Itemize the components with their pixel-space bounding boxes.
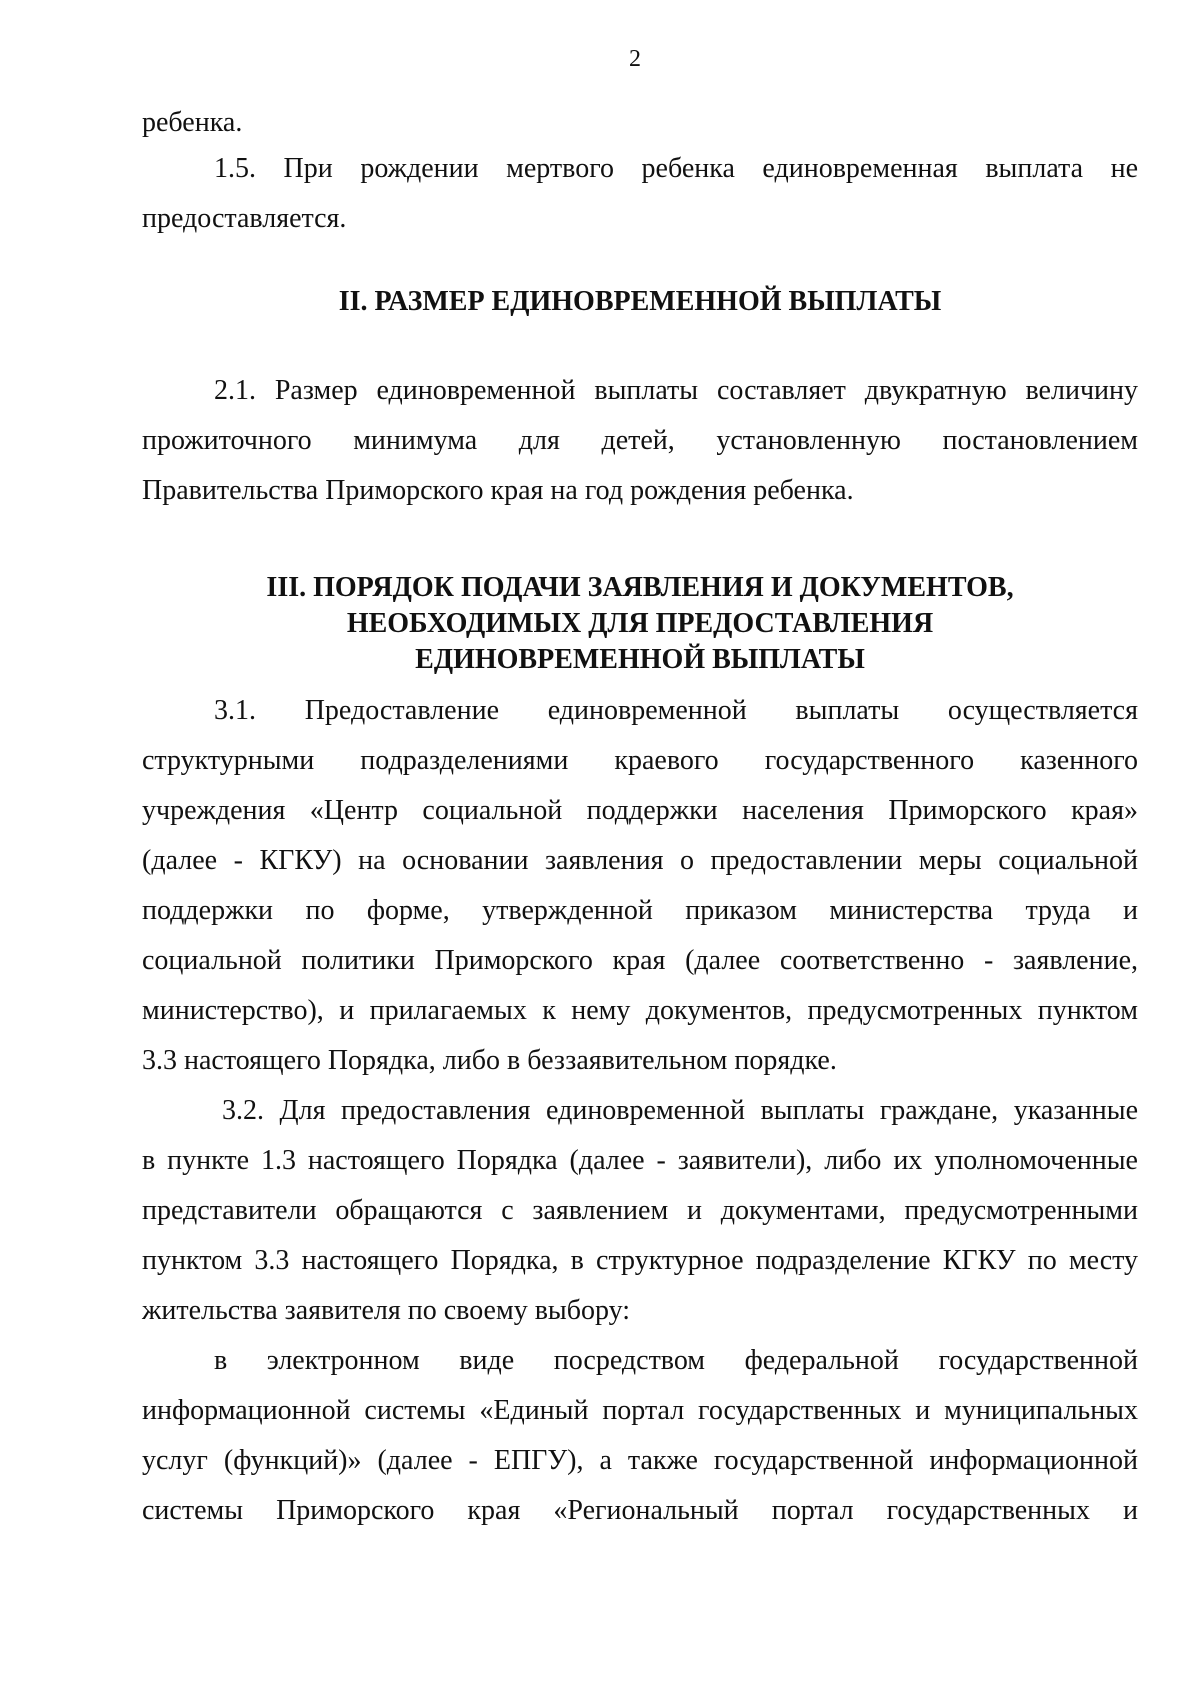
text-line: 3.1. Предоставление единовременной выплаты осуществляется [214, 695, 1138, 726]
text-line: услуг (функций)» (далее - ЕПГУ), а также государственной информационной [142, 1445, 1138, 1476]
text-line: информационной системы «Единый портал государственных и муниципальных [142, 1395, 1138, 1426]
text-line: 3.2. Для предоставления единовременной выплаты граждане, указанные [222, 1095, 1138, 1126]
text-line: Правительства Приморского края на год рождения ребенка. [142, 475, 854, 506]
paragraph-electronic [142, 1336, 1138, 1536]
page-number: 2 [629, 46, 641, 72]
text-line: поддержки по форме, утвержденной приказом министерства труда и [142, 895, 1138, 926]
heading-line: III. ПОРЯДОК ПОДАЧИ ЗАЯВЛЕНИЯ И ДОКУМЕНТОВ, [266, 572, 1014, 603]
paragraph-1-5 [142, 144, 1138, 244]
text-line: учреждения «Центр социальной поддержки населения Приморского края» [142, 795, 1138, 826]
paragraph-3-2 [142, 1086, 1138, 1336]
text-line: в пункте 1.3 настоящего Порядка (далее - заявители), либо их уполномоченные [142, 1145, 1138, 1176]
section-heading-2 [142, 284, 1138, 320]
text-line: структурными подразделениями краевого государственного казенного [142, 745, 1138, 776]
heading-line: II. РАЗМЕР ЕДИНОВРЕМЕННОЙ ВЫПЛАТЫ [338, 286, 942, 317]
text-line: 2.1. Размер единовременной выплаты составляет двукратную величину [214, 375, 1138, 406]
text-line: социальной политики Приморского края (далее соответственно - заявление, [142, 945, 1138, 976]
paragraph-2-1 [142, 366, 1138, 516]
text-line: (далее - КГКУ) на основании заявления о предоставлении меры социальной [142, 845, 1138, 876]
heading-line: НЕОБХОДИМЫХ ДЛЯ ПРЕДОСТАВЛЕНИЯ [346, 608, 934, 639]
text-line: 3.3 настоящего Порядка, либо в беззаявительном порядке. [142, 1045, 837, 1076]
text-line: жительства заявителя по своему выбору: [142, 1295, 631, 1326]
paragraph-3-1 [142, 686, 1138, 1086]
text-line: представители обращаются с заявлением и документами, предусмотренными [142, 1195, 1138, 1226]
text-line: министерство), и прилагаемых к нему документов, предусмотренных пунктом [142, 995, 1138, 1026]
text-line: пунктом 3.3 настоящего Порядка, в структурное подразделение КГКУ по месту [142, 1245, 1138, 1276]
heading-line: ЕДИНОВРЕМЕННОЙ ВЫПЛАТЫ [415, 644, 865, 675]
text-line: ребенка. [142, 107, 243, 138]
text-line: 1.5. При рождении мертвого ребенка единовременная выплата не [214, 153, 1138, 184]
text-line: в электронном виде посредством федеральной государственной [214, 1345, 1138, 1376]
paragraph-intro-tail [142, 98, 1138, 148]
text-line: прожиточного минимума для детей, установленную постановлением [142, 425, 1138, 456]
section-heading-3 [142, 570, 1138, 678]
text-line: предоставляется. [142, 203, 347, 234]
text-line: системы Приморского края «Региональный портал государственных и [142, 1495, 1138, 1526]
